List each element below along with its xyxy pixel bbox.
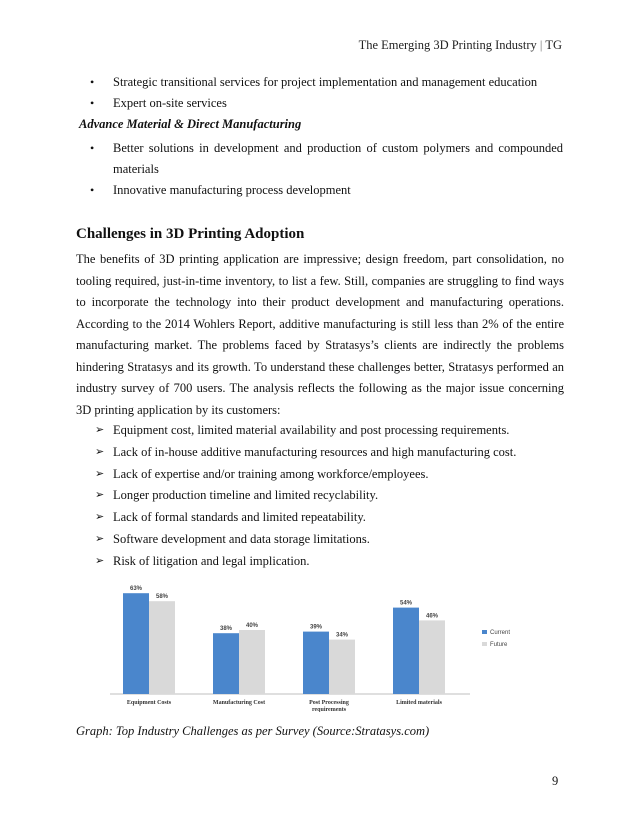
data-label: 40% — [245, 623, 259, 629]
list-item — [95, 551, 516, 573]
bar-future — [149, 601, 175, 694]
list-item — [95, 442, 516, 464]
list-item: • Innovative manufacturing process development — [90, 180, 563, 201]
list-item: • Better solutions in development and production of custom polymers and compounded materials — [90, 138, 563, 180]
data-label: 54% — [399, 600, 413, 607]
category-label: Post Processing — [309, 700, 349, 706]
data-label: 63% — [129, 586, 143, 593]
bar-current — [303, 632, 329, 694]
challenge-text: Lack of formal standards and limited repeatability. — [113, 510, 366, 525]
bar-current — [393, 608, 419, 694]
list-item — [95, 529, 516, 551]
data-label: 58% — [155, 594, 169, 601]
header-initials: TG — [545, 38, 562, 52]
list-item: • Strategic transitional services for project implementation and management education — [90, 72, 537, 93]
category-label: requirements — [311, 707, 347, 712]
challenge-text: Lack of expertise and/or training among workforce/employees. — [113, 466, 429, 481]
arrow-bullet-icon: ➢ — [95, 554, 105, 567]
legend-swatch-future — [482, 642, 487, 646]
challenge-text: Software development and data storage limitations. — [113, 531, 370, 546]
chart-caption: Graph: Top Industry Challenges as per Survey (Source:Stratasys.com) — [76, 724, 430, 738]
data-label: 38% — [219, 626, 233, 633]
arrow-bullet-icon: ➢ — [95, 489, 105, 502]
challenge-text: Equipment cost, limited material availability and post processing requirements. — [113, 423, 510, 437]
services-bullet-list — [90, 72, 537, 114]
category-label: Manufacturing Cost — [212, 700, 266, 706]
bar-current — [213, 633, 239, 694]
category-label: Equipment Costs — [126, 700, 172, 706]
arrow-bullet-icon: ➢ — [95, 467, 105, 480]
list-item: • Expert on-site services — [90, 93, 537, 114]
header-divider: | — [539, 38, 543, 52]
legend-label: Future — [490, 642, 508, 648]
data-label: 46% — [425, 613, 439, 620]
challenges-bar-chart — [110, 582, 530, 712]
list-item — [95, 485, 516, 507]
bar-future — [329, 640, 355, 694]
list-item — [95, 507, 516, 529]
challenges-list — [95, 420, 516, 573]
arrow-bullet-icon: ➢ — [95, 532, 105, 545]
category-label: Limited materials — [396, 700, 442, 706]
legend-swatch-current — [482, 630, 487, 634]
section-title: Challenges in 3D Printing Adoption — [76, 226, 305, 242]
advance-material-heading: Advance Material & Direct Manufacturing — [79, 117, 302, 131]
challenge-text: Risk of litigation and legal implication. — [113, 553, 310, 568]
list-item — [95, 464, 516, 486]
bar-future — [419, 620, 445, 694]
data-label: 39% — [309, 624, 323, 631]
body-paragraph: The benefits of 3D printing application are impressive; design freedom, part consolidation, no tooling required, just-in-time inventory, to list a few. Still, companies are struggling to find ways to incorporate the technology into their product development and manufacturing operations. According to the 2014 Wohlers Report, additive manufacturing is still less than 2% of the entire manufacturing market. The problems faced by Stratasys’s clients are indirectly the problems hindering Stratasys and its growth. To understand these challenges better, Stratasys performed an industry survey of 700 users. The analysis reflects the following as the major issue concerning 3D printing application by its customers: — [76, 252, 564, 417]
bar-current — [123, 593, 149, 694]
challenge-text: Lack of in-house additive manufacturing resources and high manufacturing cost. — [113, 444, 517, 459]
data-label: 34% — [335, 632, 349, 639]
legend-label: Current — [490, 630, 511, 636]
chart-canvas — [110, 582, 530, 712]
advance-bullet-list — [90, 138, 563, 201]
arrow-bullet-icon: ➢ — [95, 511, 105, 524]
bar-future — [239, 630, 265, 694]
page-number: 9 — [552, 774, 559, 788]
arrow-bullet-icon: ➢ — [95, 445, 105, 458]
running-header — [359, 38, 562, 53]
arrow-bullet-icon: ➢ — [95, 424, 105, 436]
list-item — [95, 420, 516, 442]
header-title: The Emerging 3D Printing Industry — [358, 38, 537, 52]
challenge-text: Longer production timeline and limited recyclability. — [113, 488, 379, 503]
